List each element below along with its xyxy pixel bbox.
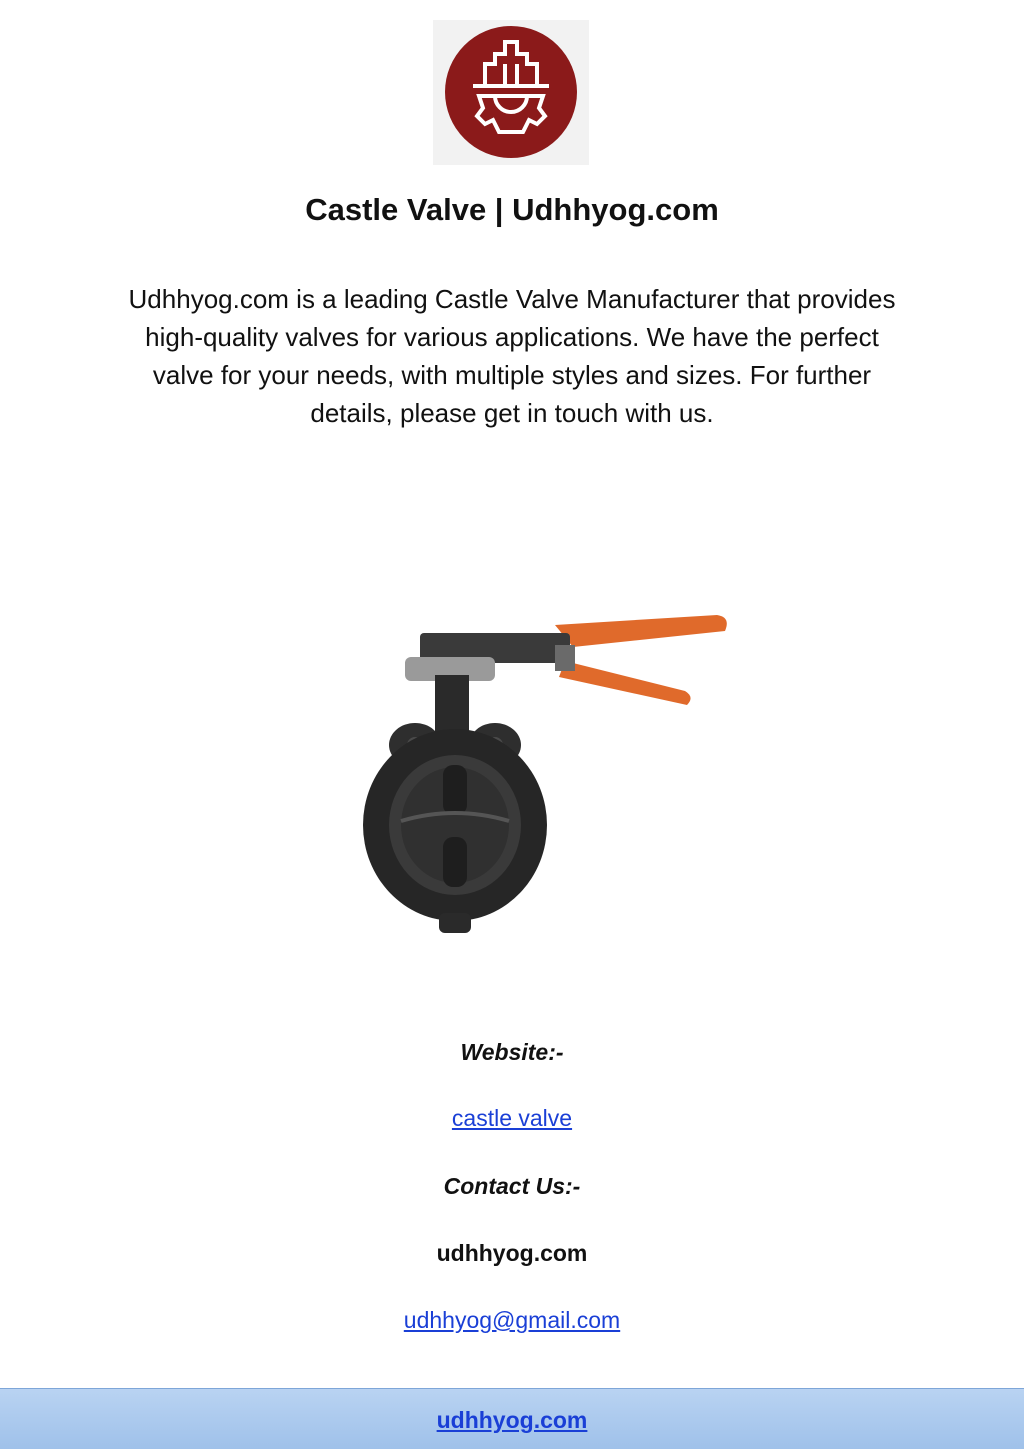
website-link-line xyxy=(0,1102,1024,1134)
butterfly-valve-icon xyxy=(255,465,770,985)
contact-label: Contact Us:- xyxy=(443,1173,581,1199)
castle-gear-logo-icon xyxy=(433,20,589,165)
footer-site-link[interactable]: udhhyog.com xyxy=(436,1407,588,1433)
product-image xyxy=(255,465,770,985)
intro-paragraph: Udhhyog.com is a leading Castle Valve Manufacturer that provides high-quality valves for various applications. We have the perfect valve for your needs, with multiple styles and sizes. For further details, please get in touch with us. xyxy=(128,284,896,428)
page-title: Castle Valve | Udhhyog.com xyxy=(305,192,719,227)
castle-valve-link[interactable]: castle valve xyxy=(451,1105,573,1131)
contact-site: udhhyog.com xyxy=(436,1240,588,1266)
footer-link-line xyxy=(0,1404,1024,1436)
email-link[interactable]: udhhyog@gmail.com xyxy=(403,1307,621,1333)
contact-email-line xyxy=(0,1304,1024,1336)
website-label: Website:- xyxy=(460,1039,564,1065)
company-logo xyxy=(433,20,589,165)
